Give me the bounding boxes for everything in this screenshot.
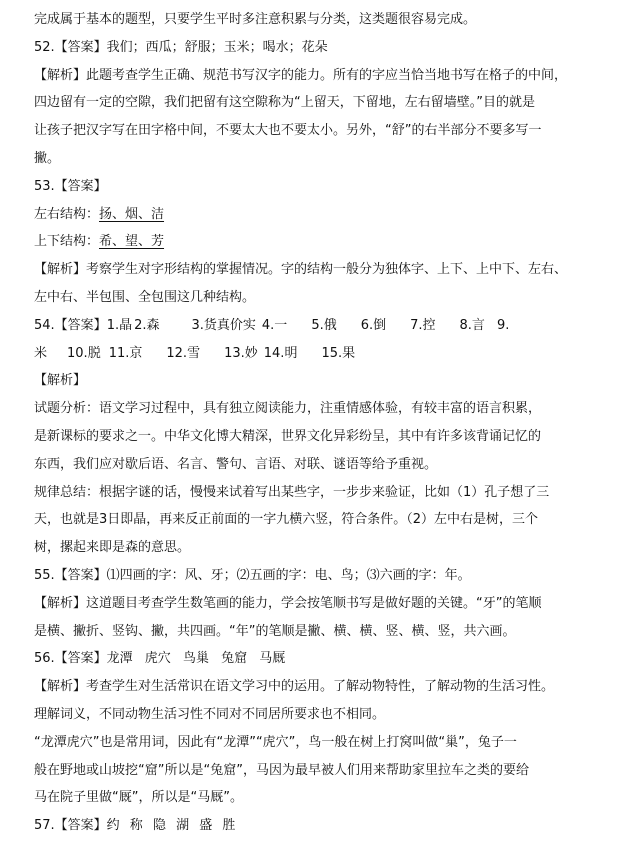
q54-analysis-3: 东西，我们应对歇后语、名言、警句、言语、对联、谜语等给予重视。 [34,456,438,472]
q52-analysis-4: 撇。 [34,150,61,166]
q52-analysis-2: 四边留有一定的空隙，我们把留有这空隙称为“上留天，下留地，左右留墙壁。”目的就是 [34,95,535,111]
q52-analysis-1: 【解析】此题考查学生正确、规范书写汉字的能力。所有的字应当恰当地书写在格子的中间， [34,67,568,83]
q53-top-bottom-label: 上下结构： [34,234,100,250]
q54-rule-2: 天，也就是3日即晶，再来反正前面的一字九横六竖，符合条件。（2）左中右是树，三个 [34,512,539,528]
q55-answer: 55.【答案】⑴四画的字：风、牙；⑵五画的字：电、鸟；⑶六画的字：年。 [34,567,471,583]
q53-left-right-chars: 扬、烟、洁 [99,206,165,222]
q54-item-6: 6.倒 [360,317,387,333]
q54-item-2: 2.森 [134,317,160,333]
q54-item-13: 13.妙 [224,345,258,361]
q55-analysis-1: 【解析】这道题目考查学生数笔画的能力，学会按笔顺书写是做好题的关键。“牙”的笔顺 [34,595,542,611]
q53-analysis-2: 左中右、半包围、全包围这几种结构。 [34,289,256,305]
q54-item-1: 1.晶 [106,317,133,333]
q54-analysis-2: 是新课标的要求之一。中华文化博大精深，世界文化异彩纷呈，其中有许多该背诵记忆的 [34,428,542,444]
q53-analysis-1: 【解析】考察学生对字形结构的掌握情况。字的结构一般分为独体字、上下、上中下、左右、 [34,262,568,278]
text-line-1: 完成属于基本的题型，只要学生平时多注意积累与分类，这类题很容易完成。 [34,12,477,27]
document-page [34,6,594,840]
q54-rule-3: 树，摞起来即是森的意思。 [34,540,191,556]
q54-item-8: 8.言 [459,317,485,333]
q54-item-12: 12.雪 [166,345,201,361]
q53-top-bottom [34,228,594,256]
q54-item-7: 7.控 [410,317,436,333]
q54-item-15: 15.果 [321,345,356,361]
q55-analysis-2: 是横、撇折、竖钩、撇，共四画。“年”的笔顺是撇、横、横、竖、横、竖，共六画。 [34,623,516,639]
q54-item-4: 4.一 [261,317,288,333]
q54-analysis-heading: 【解析】 [34,373,87,389]
q54-item-9: 9. [496,317,510,333]
q57-answer: 57.【答案】约 称 隐 湖 盛 胜 [34,818,236,834]
q54-item-3: 3.货真价实 [191,317,256,333]
q54-answer-cont [34,340,594,368]
q54-item-11: 11.京 [108,345,143,361]
q53-left-right-label: 左右结构： [34,206,100,222]
q56-answer: 56.【答案】龙潭 虎穴 鸟巢 兔窟 马厩 [34,651,286,667]
q52-answer: 52.【答案】我们；西瓜；舒服；玉米；喝水；花朵 [34,39,328,55]
q56-analysis-2: 理解词义，不同动物生活习性不同对不同居所要求也不相同。 [34,706,386,722]
q54-item-5: 5.俄 [311,317,337,333]
q56-analysis-4: 般在野地或山坡挖“窟”所以是“兔窟”，马因为最早被人们用来帮助家里拉车之类的要给 [34,762,529,778]
q56-analysis-5: 马在院子里做“厩”，所以是“马厩”。 [34,790,243,806]
q53-top-bottom-chars: 希、望、芳 [99,234,165,250]
q56-analysis-3: “龙潭虎穴”也是常用词，因此有“龙潭”“虎穴”，鸟一般在树上打窝叫做“巢”，兔子一 [34,734,517,750]
q54-item-9-char: 米 [34,345,48,361]
q52-analysis-3: 让孩子把汉字写在田字格中间，不要太大也不要太小。另外，“舒”的右半部分不要多写一 [34,123,542,139]
q53-left-right [34,201,594,229]
q53-answer-heading: 53.【答案】 [34,178,107,194]
q54-answer-label: 54.【答案】 [34,317,107,333]
q54-analysis-1: 试题分析：语文学习过程中，具有独立阅读能力，注重情感体验，有较丰富的语言积累， [34,401,542,417]
q54-answer [34,312,594,340]
q54-item-14: 14.明 [263,345,298,361]
q56-analysis-1: 【解析】考查学生对生活常识在语文学习中的运用。了解动物特性，了解动物的生活习性。 [34,679,555,695]
q54-rule-1: 规律总结：根据字谜的话，慢慢来试着写出某些字，一步步来验证，比如（1）孔子想了三 [34,484,550,500]
q54-item-10: 10.脱 [67,345,101,361]
